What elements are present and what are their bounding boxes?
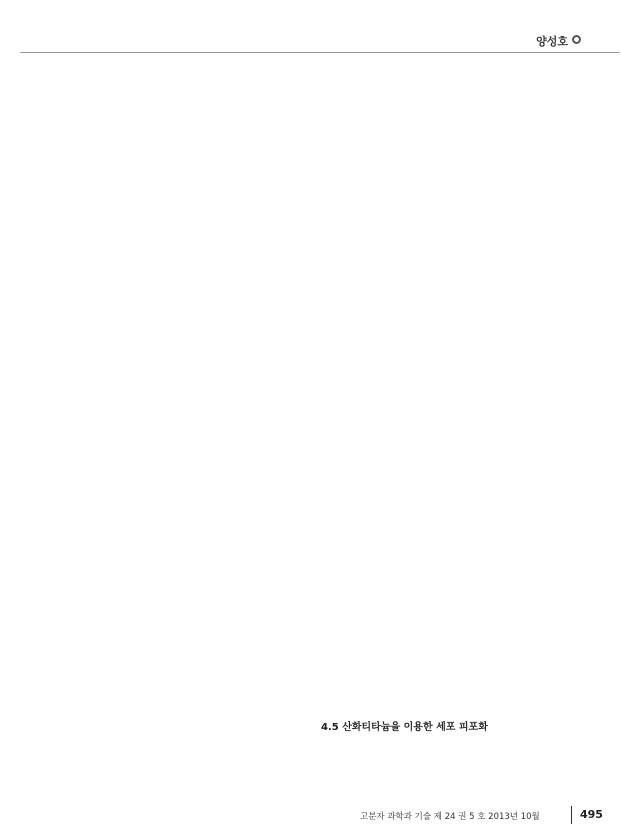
page-number: 495: [580, 808, 603, 821]
footer-separator: [571, 806, 572, 824]
footer-journal: 고분자 과학과 기술 제 24 권 5 호 2013년 10월: [360, 812, 540, 822]
page-header-rule: [20, 52, 620, 53]
running-header-author: 양성호: [536, 35, 568, 48]
circle-bullet-icon: [572, 35, 581, 44]
section-heading: 4.5 산화티타늄을 이용한 세포 피포화: [321, 722, 488, 733]
